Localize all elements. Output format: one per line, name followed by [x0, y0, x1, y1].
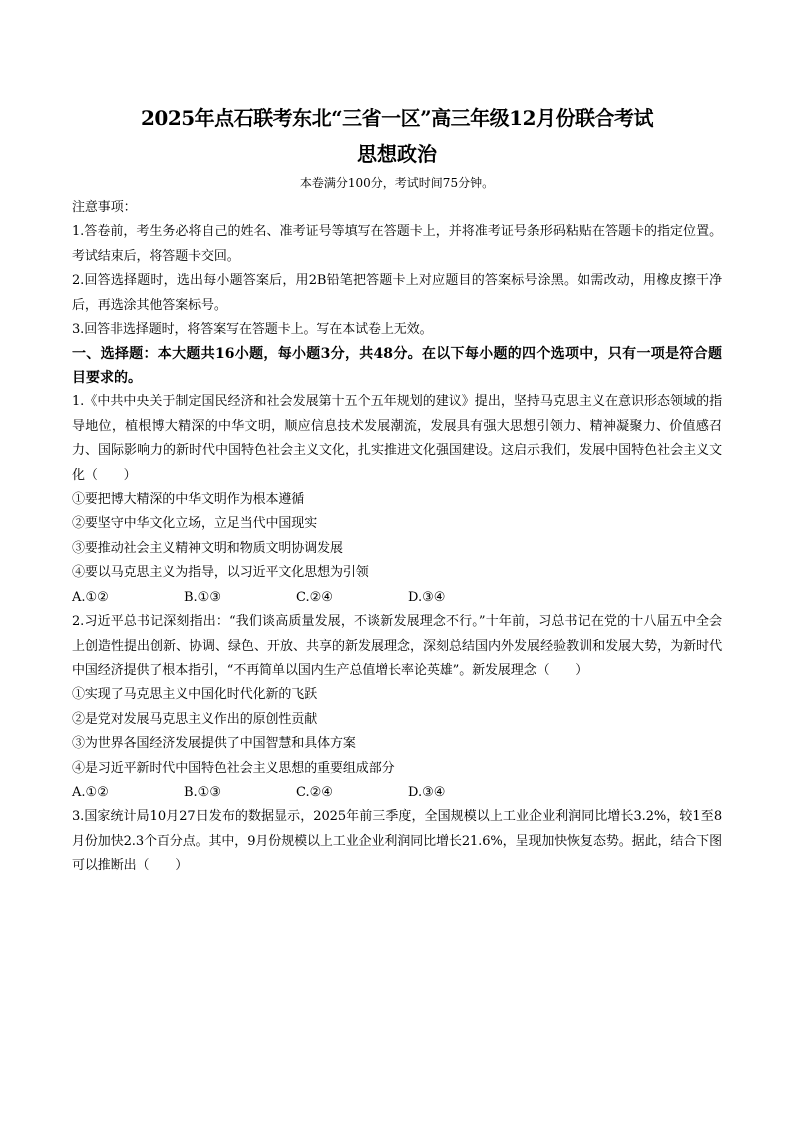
option-a: A.①② [72, 589, 109, 605]
question-2-statement-3: ③为世界各国经济发展提供了中国智慧和具体方案 [72, 736, 356, 752]
question-1-statement-2: ②要坚守中华文化立场，立足当代中国现实 [72, 516, 318, 532]
option-c: C.②④ [296, 784, 333, 800]
question-1-statement-4: ④要以马克思主义为指导，以习近平文化思想为引领 [72, 565, 369, 581]
option-d: D.③④ [408, 784, 446, 800]
note-item-1: 1.答卷前，考生务必将自己的姓名、准考证号等填写在答题卡上，并将准考证号条形码粘贴在答题卡的指定位置。考试结束后，将答题卡交回。 [72, 224, 722, 264]
option-a: A.①② [72, 784, 109, 800]
option-b: B.①③ [184, 589, 221, 605]
subject-title: 思想政治 [357, 142, 437, 166]
exam-page [72, 104, 722, 879]
note-item-3: 3.回答非选择题时，将答案写在答题卡上。写在本试卷上无效。 [72, 322, 433, 338]
option-d: D.③④ [408, 589, 446, 605]
question-2-options [72, 781, 722, 805]
question-1-stem: 1.《中共中央关于制定国民经济和社会发展第十五个五年规划的建议》提出，坚持马克思主义在意识形态领域的指导地位，植根博大精深的中华文明，顺应信息技术发展潮流，发展具有强大思想引领力、精神凝聚力、价值感召力、国际影响力的新时代中国特色社会主义文化，扎实推进文化强国建设。这启示我们，发展中国特色社会主义文化（ ） [72, 394, 722, 483]
exam-title: 2025年点石联考东北“三省一区”高三年级12月份联合考试 [140, 106, 653, 130]
option-b: B.①③ [184, 784, 221, 800]
question-1-statement-1: ①要把博大精深的中华文明作为根本遵循 [72, 492, 305, 508]
question-2-stem: 2.习近平总书记深刻指出：“我们谈高质量发展，不谈新发展理念不行。”十年前，习总书记在党的十八届五中全会上创造性提出创新、协调、绿色、开放、共享的新发展理念，深刻总结国内外发展经验教训和发展大势，为新时代中国经济提供了根本指引，“不再简单以国内生产总值增长率论英雄”。新发展理念（ ） [72, 614, 722, 678]
question-2-statement-1: ①实现了马克思主义中国化时代化新的飞跃 [72, 687, 318, 703]
question-3-stem: 3.国家统计局10月27日发布的数据显示，2025年前三季度，全国规模以上工业企业利润同比增长3.2%，较1至8月份加快2.3个百分点。其中，9月份规模以上工业企业利润同比增长21.6%，呈现加快恢复态势。据此，结合下图可以推断出（ ） [72, 809, 722, 874]
option-c: C.②④ [296, 589, 333, 605]
score-info: 本卷满分100分，考试时间75分钟。 [299, 176, 495, 190]
section-heading: 一、选择题：本大题共16小题，每小题3分，共48分。在以下每小题的四个选项中，只有一项是符合题目要求的。 [72, 346, 722, 387]
question-1-options [72, 586, 722, 610]
question-2-statement-4: ④是习近平新时代中国特色社会主义思想的重要组成部分 [72, 760, 395, 776]
question-2-statement-2: ②是党对发展马克思主义作出的原创性贡献 [72, 711, 318, 727]
question-1-statement-3: ③要推动社会主义精神文明和物质文明协调发展 [72, 540, 343, 556]
notes-heading: 注意事项： [72, 200, 137, 215]
note-item-2: 2.回答选择题时，选出每小题答案后，用2B铅笔把答题卡上对应题目的答案标号涂黑。如需改动，用橡皮擦干净后，再选涂其他答案标号。 [72, 273, 722, 313]
